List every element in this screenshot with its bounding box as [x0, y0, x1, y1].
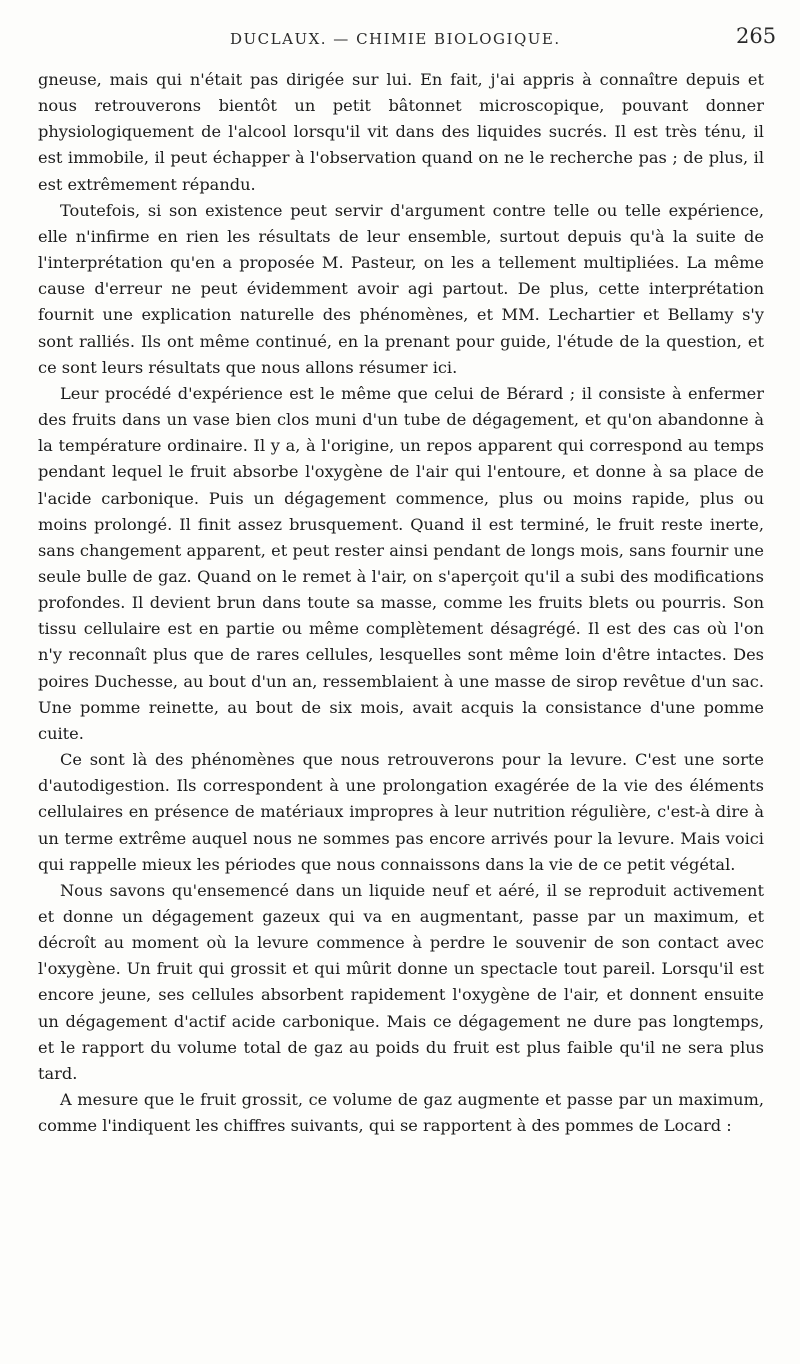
page-number: 265: [736, 24, 777, 48]
paragraph-mesure: A mesure que le fruit grossit, ce volume de gaz augmente et passe par un maximum, comme l'indiquent les chiffres suivants, qui se rapportent à des pommes de Locard :: [38, 1090, 764, 1136]
paragraph-toutefois: Toutefois, si son existence peut servir d'argument contre telle ou telle expérience, elle n'infirme en rien les résultats de leur ensemble, surtout depuis qu'à la suite de l'interprétation qu'en a proposée M. Pasteur, on les a tellement multipliées. La même cause d'erreur ne peut évidemment avoir agi partout. De plus, cette interprétation fournit une explication naturelle des phénomènes, et MM. Lechartier et Bellamy s'y sont ralliés. Ils ont même continué, en la prenant pour guide, l'étude de la question, et ce sont leurs résultats que nous allons résumer ici.: [38, 200, 764, 377]
paragraph-continuation: gneuse, mais qui n'était pas dirigée sur lui. En fait, j'ai appris à connaître depuis et nous retrouverons bientôt un petit bâtonnet microscopique, pouvant donner physiologiquement de l'alcool lorsqu'il vit dans des liquides sucrés. Il est très ténu, il est immobile, il peut échapper à l'observation quand on ne le recherche pas ; de plus, il est extrêmement répandu.: [38, 70, 764, 194]
running-header: DUCLAUX. — CHIMIE BIOLOGIQUE.: [230, 30, 561, 48]
paragraph-autodigestion: Ce sont là des phénomènes que nous retrouverons pour la levure. C'est une sorte d'autodigestion. Ils correspondent à une prolongation exagérée de la vie des éléments cellulaires en présence de matériaux impropres à leur nutrition régulière, c'est-à dire à un terme extrême auquel nous ne sommes pas encore arrivés pour la levure. Mais voici qui rappelle mieux les périodes que nous connaissons dans la vie de ce petit végétal.: [38, 750, 764, 874]
paragraph-procede: Leur procédé d'expérience est le même que celui de Bérard ; il consiste à enfermer des fruits dans un vase bien clos muni d'un tube de dégagement, et qu'on abandonne à la température ordinaire. Il y a, à l'origine, un repos apparent qui correspond au temps pendant lequel le fruit absorbe l'oxygène de l'air qui l'entoure, et donne à sa place de l'acide carbonique. Puis un dégagement commence, plus ou moins rapide, plus ou moins prolongé. Il finit assez brusquement. Quand il est terminé, le fruit reste inerte, sans changement apparent, et peut rester ainsi pendant de longs mois, sans fournir une seule bulle de gaz. Quand on le remet à l'air, on s'aperçoit qu'il a subi des modifications profondes. Il devient brun dans toute sa masse, comme les fruits blets ou pourris. Son tissu cellulaire est en partie ou même complètement désagrégé. Il est des cas où l'on n'y reconnaît plus que de rares cellules, lesquelles sont même loin d'être intactes. Des poires Duchesse, au bout d'un an, ressemblaient à une masse de sirop revêtue d'un sac. Une pomme reinette, au bout de six mois, avait acquis la consistance d'une pomme cuite.: [38, 383, 764, 743]
paragraph-levure: Nous savons qu'ensemencé dans un liquide neuf et aéré, il se reproduit activement et donne un dégagement gazeux qui va en augmentant, passe par un maximum, et décroît au moment où la levure commence à perdre le souvenir de son contact avec l'oxygène. Un fruit qui grossit et qui mûrit donne un spectacle tout pareil. Lorsqu'il est encore jeune, ses cellules absorbent rapidement l'oxygène de l'air, et donnent ensuite un dégagement d'actif acide carbonique. Mais ce dégagement ne dure pas longtemps, et le rapport du volume total de gaz au poids du fruit est plus faible qu'il ne sera plus tard.: [38, 880, 764, 1083]
body-text: [38, 67, 764, 1139]
